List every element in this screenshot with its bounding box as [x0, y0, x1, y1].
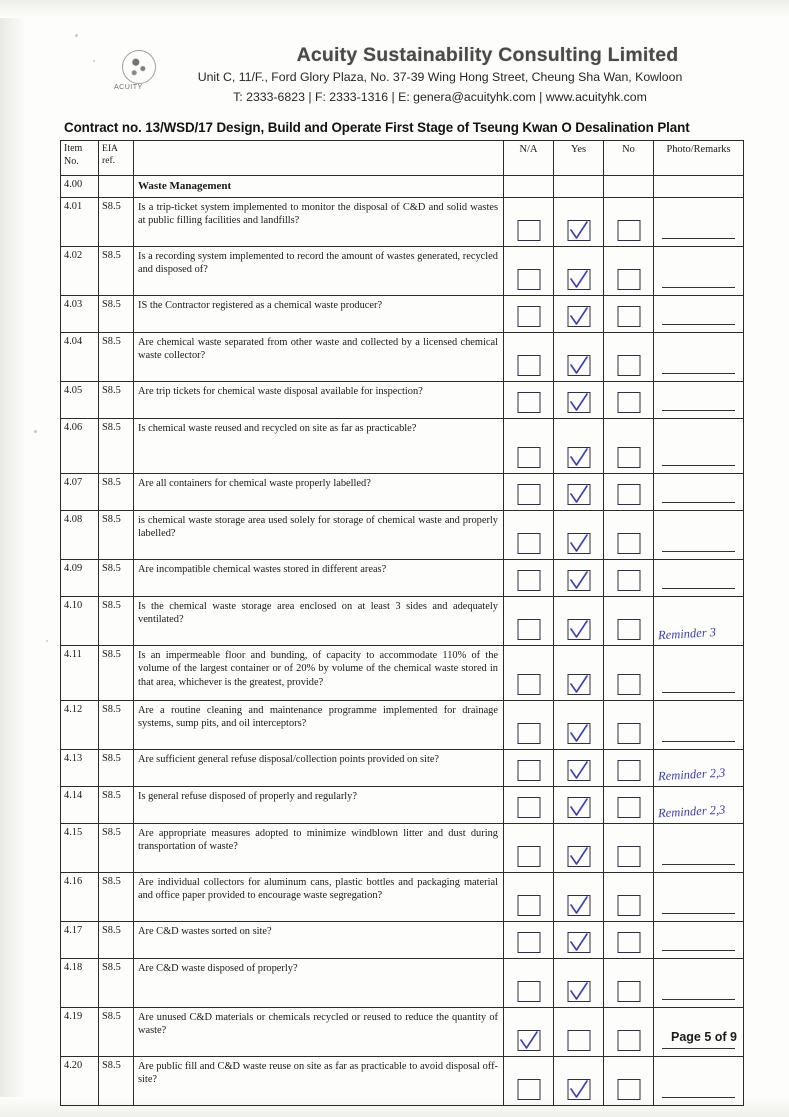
checkbox-cell-na[interactable] — [504, 419, 554, 474]
checkbox-no[interactable] — [617, 760, 640, 781]
row-eia-ref: S8.5 — [99, 198, 134, 247]
remarks-blank-line — [662, 324, 735, 325]
table-row — [61, 787, 744, 824]
remarks-cell[interactable] — [654, 750, 744, 787]
checkbox-cell-na[interactable] — [504, 750, 554, 787]
checkbox-cell-yes[interactable] — [554, 511, 604, 560]
remarks-cell[interactable] — [654, 873, 744, 922]
header-item-no: Item No. — [61, 141, 99, 176]
table-row — [61, 750, 744, 787]
row-question: Are individual collectors for aluminum cans, plastic bottles and packaging material and office paper provided to encourage waste segregation? — [134, 873, 504, 922]
row-eia-ref: S8.5 — [99, 247, 134, 296]
remarks-blank-line — [662, 692, 735, 693]
checkbox-no[interactable] — [617, 392, 640, 413]
row-question: Are appropriate measures adopted to minimize windblown litter and dust during transportation of waste? — [134, 824, 504, 873]
remarks-cell[interactable] — [654, 597, 744, 646]
row-item-no: 4.12 — [61, 701, 99, 750]
row-item-no: 4.02 — [61, 247, 99, 296]
row-question: Are C&D wastes sorted on site? — [134, 922, 504, 959]
remarks-blank-line — [662, 373, 735, 374]
checkbox-cell-no[interactable] — [604, 959, 654, 1008]
contract-title: Contract no. 13/WSD/17 Design, Build and Operate First Stage of Tseung Kwan O Desalination Plant — [64, 120, 690, 135]
row-item-no: 4.04 — [61, 333, 99, 382]
checkbox-na[interactable] — [517, 674, 540, 695]
table-row — [61, 1057, 744, 1106]
row-item-no: 4.16 — [61, 873, 99, 922]
checkbox-no[interactable] — [617, 220, 640, 241]
remarks-cell[interactable] — [654, 959, 744, 1008]
remarks-handwritten-note: Reminder 3 — [657, 625, 717, 643]
checkbox-cell-no[interactable] — [604, 382, 654, 419]
checkbox-cell-no[interactable] — [604, 646, 654, 701]
logo-caption: ACUITY — [114, 84, 143, 91]
checkbox-no[interactable] — [617, 269, 640, 290]
checkbox-cell-yes[interactable] — [554, 198, 604, 247]
remarks-blank-line — [662, 950, 735, 951]
remarks-blank-line — [662, 1097, 735, 1098]
row-item-no: 4.17 — [61, 922, 99, 959]
remarks-blank-line — [662, 741, 735, 742]
row-eia-ref: S8.5 — [99, 1057, 134, 1106]
row-item-no: 4.20 — [61, 1057, 99, 1106]
checkbox-cell-no[interactable] — [604, 1008, 654, 1057]
checkbox-yes[interactable] — [567, 981, 590, 1002]
checkbox-cell-na[interactable] — [504, 198, 554, 247]
checkbox-no[interactable] — [617, 932, 640, 953]
row-item-no: 4.06 — [61, 419, 99, 474]
row-item-no: 4.03 — [61, 296, 99, 333]
checkbox-no[interactable] — [617, 619, 640, 640]
company-address: Unit C, 11/F., Ford Glory Plaza, No. 37-39 Wing Hong Street, Cheung Sha Wan, Kowloon — [197, 70, 683, 84]
checkbox-cell-na[interactable] — [504, 787, 554, 824]
row-item-no: 4.09 — [61, 560, 99, 597]
checkbox-cell-no — [604, 176, 654, 198]
checkbox-yes[interactable] — [567, 355, 590, 376]
remarks-cell[interactable] — [654, 646, 744, 701]
checkbox-cell-na[interactable] — [504, 873, 554, 922]
logo-mark-icon — [122, 50, 156, 84]
row-eia-ref: S8.5 — [99, 646, 134, 701]
row-item-no: 4.14 — [61, 787, 99, 824]
row-eia-ref: S8.5 — [99, 959, 134, 1008]
checkbox-no[interactable] — [617, 447, 640, 468]
checkbox-no[interactable] — [617, 306, 640, 327]
remarks-cell[interactable] — [654, 560, 744, 597]
row-item-no: 4.01 — [61, 198, 99, 247]
row-eia-ref: S8.5 — [99, 560, 134, 597]
checkbox-no[interactable] — [617, 570, 640, 591]
checkbox-cell-na[interactable] — [504, 296, 554, 333]
checkbox-cell-na[interactable] — [504, 824, 554, 873]
checkbox-cell-na[interactable] — [504, 1057, 554, 1106]
checkbox-no[interactable] — [617, 981, 640, 1002]
row-eia-ref: S8.5 — [99, 824, 134, 873]
checkbox-yes[interactable] — [567, 306, 590, 327]
checkbox-cell-no[interactable] — [604, 922, 654, 959]
checkbox-na[interactable] — [517, 533, 540, 554]
checkbox-cell-na[interactable] — [504, 560, 554, 597]
checkbox-cell-yes[interactable] — [554, 597, 604, 646]
scan-speck — [46, 640, 48, 642]
remarks-blank-line — [662, 913, 735, 914]
remarks-cell[interactable] — [654, 701, 744, 750]
checkbox-cell-yes[interactable] — [554, 247, 604, 296]
table-row — [61, 296, 744, 333]
checkbox-cell-yes[interactable] — [554, 922, 604, 959]
remarks-cell[interactable] — [654, 176, 744, 198]
row-item-no: 4.13 — [61, 750, 99, 787]
checkbox-na[interactable] — [517, 220, 540, 241]
checkbox-yes[interactable] — [567, 1030, 590, 1051]
checkbox-na[interactable] — [517, 392, 540, 413]
remarks-cell[interactable] — [654, 247, 744, 296]
row-eia-ref: S8.5 — [99, 333, 134, 382]
table-row — [61, 560, 744, 597]
checkbox-cell-na[interactable] — [504, 333, 554, 382]
row-question: Are all containers for chemical waste properly labelled? — [134, 474, 504, 511]
company-contact: T: 2333-6823 | F: 2333-1316 | E: genera@acuityhk.com | www.acuityhk.com — [233, 90, 647, 104]
table-row — [61, 247, 744, 296]
checkbox-yes[interactable] — [567, 220, 590, 241]
checkbox-no[interactable] — [617, 846, 640, 867]
checkbox-yes[interactable] — [567, 895, 590, 916]
remarks-handwritten-note: Reminder 2,3 — [657, 802, 726, 821]
checkbox-cell-no[interactable] — [604, 198, 654, 247]
table-row — [61, 198, 744, 247]
checkbox-cell-yes[interactable] — [554, 1057, 604, 1106]
checkbox-yes[interactable] — [567, 674, 590, 695]
remarks-blank-line — [662, 551, 735, 552]
row-question: Is chemical waste reused and recycled on site as far as practicable? — [134, 419, 504, 474]
table-row — [61, 333, 744, 382]
row-question: Are trip tickets for chemical waste disposal available for inspection? — [134, 382, 504, 419]
checkbox-cell-na[interactable] — [504, 646, 554, 701]
checkbox-no[interactable] — [617, 1079, 640, 1100]
table-row — [61, 474, 744, 511]
checkbox-cell-no[interactable] — [604, 560, 654, 597]
table-row — [61, 1008, 744, 1057]
remarks-cell[interactable] — [654, 511, 744, 560]
section-heading: Waste Management — [134, 176, 504, 198]
checkbox-yes[interactable] — [567, 447, 590, 468]
checkbox-na[interactable] — [517, 797, 540, 818]
checkbox-cell-no[interactable] — [604, 787, 654, 824]
checkbox-yes[interactable] — [567, 392, 590, 413]
row-question: is chemical waste storage area used solely for storage of chemical waste and properly labelled? — [134, 511, 504, 560]
remarks-cell[interactable] — [654, 296, 744, 333]
row-eia-ref: S8.5 — [99, 474, 134, 511]
checkbox-na[interactable] — [517, 760, 540, 781]
checkbox-yes[interactable] — [567, 797, 590, 818]
checkbox-na[interactable] — [517, 447, 540, 468]
table-header-row — [61, 141, 744, 176]
checkbox-cell-no[interactable] — [604, 597, 654, 646]
remarks-blank-line — [662, 465, 735, 466]
checkbox-no[interactable] — [617, 674, 640, 695]
checkbox-no[interactable] — [617, 895, 640, 916]
row-question: Are C&D waste disposed of properly? — [134, 959, 504, 1008]
row-item-no: 4.08 — [61, 511, 99, 560]
row-eia-ref: S8.5 — [99, 922, 134, 959]
checkbox-cell-yes[interactable] — [554, 873, 604, 922]
row-eia-ref: S8.5 — [99, 597, 134, 646]
scan-speck — [93, 60, 95, 62]
row-question: Are chemical waste separated from other waste and collected by a licensed chemical waste collector? — [134, 333, 504, 382]
checkbox-na[interactable] — [517, 846, 540, 867]
checkbox-cell-na[interactable] — [504, 247, 554, 296]
row-item-no: 4.05 — [61, 382, 99, 419]
checkbox-yes[interactable] — [567, 484, 590, 505]
row-question: Is a trip-ticket system implemented to monitor the disposal of C&D and solid wastes at public filling facilities and landfills? — [134, 198, 504, 247]
checkbox-cell-na[interactable] — [504, 597, 554, 646]
row-item-no: 4.11 — [61, 646, 99, 701]
row-eia-ref: S8.5 — [99, 296, 134, 333]
checkbox-yes[interactable] — [567, 932, 590, 953]
remarks-cell[interactable] — [654, 198, 744, 247]
row-item-no: 4.18 — [61, 959, 99, 1008]
scan-speck — [75, 34, 78, 37]
row-question: Are incompatible chemical wastes stored in different areas? — [134, 560, 504, 597]
checkbox-no[interactable] — [617, 1030, 640, 1051]
table-row — [61, 597, 744, 646]
page-footer: Page 5 of 9 — [671, 1030, 737, 1044]
checkbox-cell-na[interactable] — [504, 959, 554, 1008]
row-question: Are a routine cleaning and maintenance programme implemented for drainage systems, sump pits, and oil interceptors? — [134, 701, 504, 750]
checkbox-cell-no[interactable] — [604, 873, 654, 922]
checkbox-cell-yes[interactable] — [554, 750, 604, 787]
remarks-blank-line — [662, 1048, 735, 1049]
checkbox-cell-yes[interactable] — [554, 474, 604, 511]
checkbox-cell-yes[interactable] — [554, 824, 604, 873]
checkbox-na[interactable] — [517, 895, 540, 916]
remarks-cell[interactable] — [654, 474, 744, 511]
table-row — [61, 646, 744, 701]
checkbox-yes[interactable] — [567, 723, 590, 744]
checkbox-cell-yes[interactable] — [554, 787, 604, 824]
remarks-blank-line — [662, 864, 735, 865]
checkbox-yes[interactable] — [567, 760, 590, 781]
checkbox-cell-na[interactable] — [504, 382, 554, 419]
remarks-cell[interactable] — [654, 1057, 744, 1106]
table-row — [61, 824, 744, 873]
checkbox-yes[interactable] — [567, 619, 590, 640]
checkbox-yes[interactable] — [567, 533, 590, 554]
remarks-cell[interactable] — [654, 333, 744, 382]
header-na: N/A — [504, 141, 554, 176]
remarks-blank-line — [662, 502, 735, 503]
checkbox-cell-no[interactable] — [604, 474, 654, 511]
checkbox-cell-no[interactable] — [604, 296, 654, 333]
checkbox-yes[interactable] — [567, 1079, 590, 1100]
row-question: Is a recording system implemented to record the amount of wastes generated, recycled and disposed of? — [134, 247, 504, 296]
row-question: Is an impermeable floor and bunding, of capacity to accommodate 110% of the volume of the largest container or of 20% by volume of the chemical waste stored in that area, whichever is the greatest, provide? — [134, 646, 504, 701]
checkbox-cell-na — [504, 176, 554, 198]
checkbox-na[interactable] — [517, 355, 540, 376]
row-eia-ref: S8.5 — [99, 1008, 134, 1057]
checkbox-cell-na[interactable] — [504, 701, 554, 750]
remarks-blank-line — [662, 410, 735, 411]
checkbox-no[interactable] — [617, 723, 640, 744]
row-item-no: 4.19 — [61, 1008, 99, 1057]
checkbox-cell-yes[interactable] — [554, 646, 604, 701]
table-row — [61, 701, 744, 750]
row-item-no: 4.10 — [61, 597, 99, 646]
row-item-no: 4.00 — [61, 176, 99, 198]
table-row — [61, 382, 744, 419]
row-eia-ref — [99, 176, 134, 198]
checkbox-cell-yes — [554, 176, 604, 198]
remarks-blank-line — [662, 999, 735, 1000]
row-eia-ref: S8.5 — [99, 511, 134, 560]
checkbox-na[interactable] — [517, 484, 540, 505]
checkbox-cell-no[interactable] — [604, 750, 654, 787]
row-eia-ref: S8.5 — [99, 873, 134, 922]
remarks-cell[interactable] — [654, 382, 744, 419]
row-question: Are sufficient general refuse disposal/collection points provided on site? — [134, 750, 504, 787]
checkbox-cell-no[interactable] — [604, 333, 654, 382]
checkbox-cell-yes[interactable] — [554, 382, 604, 419]
letterhead — [100, 44, 720, 116]
checkbox-no[interactable] — [617, 355, 640, 376]
row-eia-ref: S8.5 — [99, 382, 134, 419]
checkbox-cell-no[interactable] — [604, 701, 654, 750]
checkbox-na[interactable] — [517, 723, 540, 744]
checkbox-cell-yes[interactable] — [554, 333, 604, 382]
remarks-handwritten-note: Reminder 2,3 — [657, 765, 726, 784]
checkbox-cell-yes[interactable] — [554, 1008, 604, 1057]
checkbox-no[interactable] — [617, 533, 640, 554]
table-row — [61, 511, 744, 560]
checkbox-cell-yes[interactable] — [554, 419, 604, 474]
row-eia-ref: S8.5 — [99, 787, 134, 824]
checkbox-no[interactable] — [617, 484, 640, 505]
checkbox-yes[interactable] — [567, 269, 590, 290]
header-eia-ref: EIA ref. — [99, 141, 134, 176]
row-item-no: 4.15 — [61, 824, 99, 873]
row-eia-ref: S8.5 — [99, 750, 134, 787]
checkbox-cell-yes[interactable] — [554, 560, 604, 597]
checkbox-cell-yes[interactable] — [554, 959, 604, 1008]
table-row — [61, 419, 744, 474]
row-question: Is the chemical waste storage area enclosed on at least 3 sides and adequately ventilated? — [134, 597, 504, 646]
table-row — [61, 176, 744, 198]
checkbox-cell-na[interactable] — [504, 474, 554, 511]
row-item-no: 4.07 — [61, 474, 99, 511]
checkbox-na[interactable] — [517, 269, 540, 290]
remarks-cell[interactable] — [654, 419, 744, 474]
checkbox-na[interactable] — [517, 981, 540, 1002]
checkbox-na[interactable] — [517, 306, 540, 327]
checkbox-cell-na[interactable] — [504, 511, 554, 560]
checkbox-no[interactable] — [617, 797, 640, 818]
checkbox-na[interactable] — [517, 1079, 540, 1100]
checkbox-cell-no[interactable] — [604, 1057, 654, 1106]
table-body — [61, 176, 744, 1106]
checkbox-na[interactable] — [517, 1030, 540, 1051]
header-no: No — [604, 141, 654, 176]
remarks-blank-line — [662, 287, 735, 288]
header-question — [134, 141, 504, 176]
header-remarks: Photo/Remarks — [654, 141, 744, 176]
checklist-table — [60, 140, 744, 1106]
row-eia-ref: S8.5 — [99, 701, 134, 750]
remarks-cell[interactable] — [654, 824, 744, 873]
row-eia-ref: S8.5 — [99, 419, 134, 474]
remarks-blank-line — [662, 588, 735, 589]
row-question: Are unused C&D materials or chemicals recycled or reused to reduce the quantity of waste? — [134, 1008, 504, 1057]
header-yes: Yes — [554, 141, 604, 176]
checkbox-na[interactable] — [517, 619, 540, 640]
table-row — [61, 873, 744, 922]
row-question: Are public fill and C&D waste reuse on site as far as practicable to avoid disposal off-site? — [134, 1057, 504, 1106]
scan-edge-top — [0, 0, 789, 18]
table-row — [61, 959, 744, 1008]
scan-speck — [34, 430, 37, 433]
scan-edge-left — [0, 0, 26, 1117]
checkbox-na[interactable] — [517, 932, 540, 953]
table-row — [61, 922, 744, 959]
checkbox-yes[interactable] — [567, 570, 590, 591]
checkbox-cell-no[interactable] — [604, 824, 654, 873]
checkbox-cell-no[interactable] — [604, 247, 654, 296]
remarks-blank-line — [662, 238, 735, 239]
checkbox-cell-no[interactable] — [604, 511, 654, 560]
checkbox-na[interactable] — [517, 570, 540, 591]
row-question: IS the Contractor registered as a chemical waste producer? — [134, 296, 504, 333]
checkbox-cell-na[interactable] — [504, 922, 554, 959]
checkbox-cell-no[interactable] — [604, 419, 654, 474]
company-name: Acuity Sustainability Consulting Limited — [296, 44, 679, 66]
remarks-cell[interactable] — [654, 922, 744, 959]
checkbox-yes[interactable] — [567, 846, 590, 867]
remarks-cell[interactable] — [654, 787, 744, 824]
row-question: Is general refuse disposed of properly and regularly? — [134, 787, 504, 824]
checkbox-cell-yes[interactable] — [554, 701, 604, 750]
checkbox-cell-yes[interactable] — [554, 296, 604, 333]
checkbox-cell-na[interactable] — [504, 1008, 554, 1057]
